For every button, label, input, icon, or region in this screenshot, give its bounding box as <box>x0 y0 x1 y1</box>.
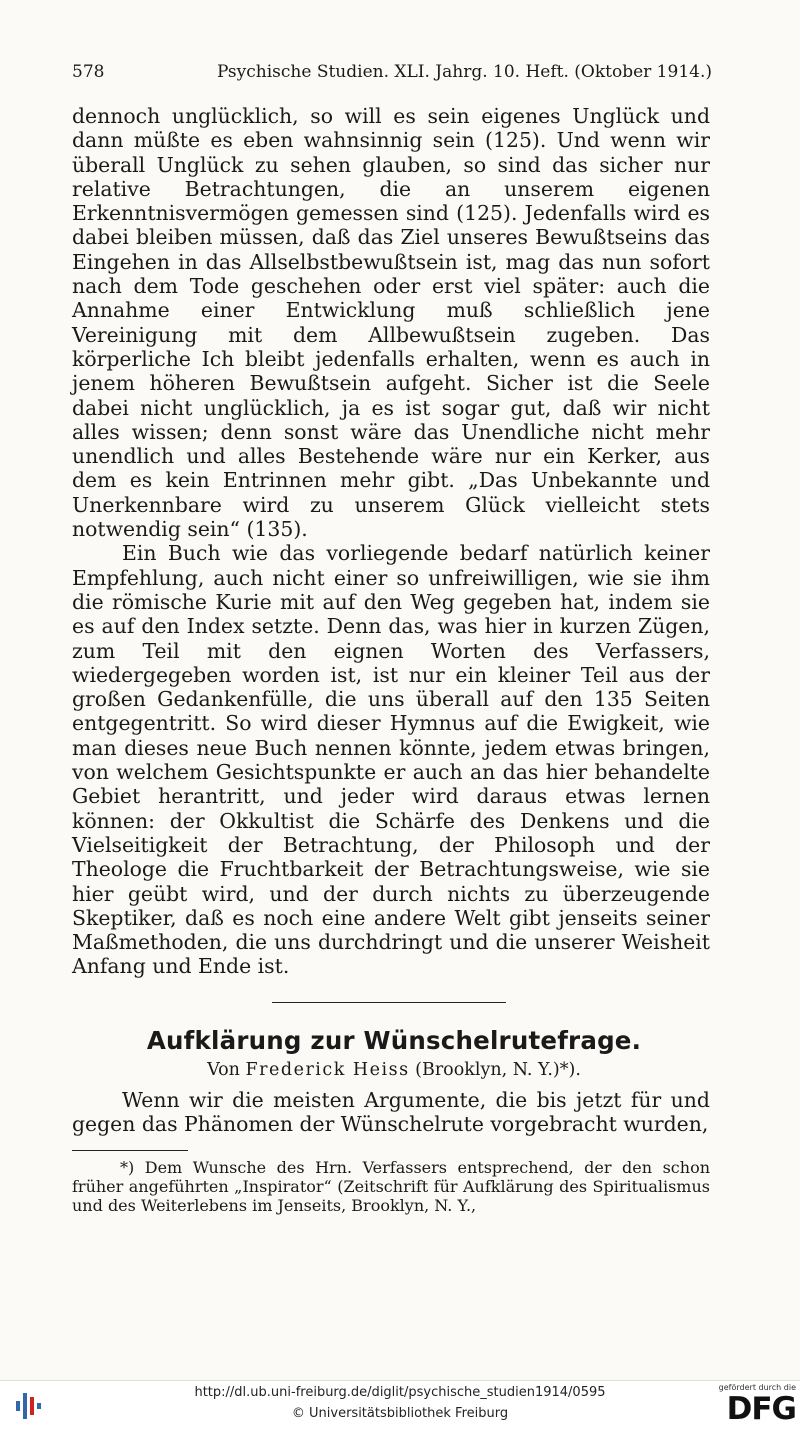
running-header <box>72 62 712 82</box>
dfg-wordmark: DFG <box>726 1391 796 1427</box>
author-affiliation: (Brooklyn, N. Y.)*). <box>415 1060 581 1080</box>
copyright-notice: © Universitätsbibliothek Freiburg <box>291 1406 509 1421</box>
article-body <box>72 1088 710 1137</box>
byline-prefix: Von <box>207 1060 240 1080</box>
paragraph-book-review: Ein Buch wie das vorliegende bedarf natürlich keiner Empfehlung, auch nicht einer so unfreiwilligen, wie sie ihm die römische Kurie mit auf den Weg gegeben hat, indem sie es auf den Index setzte. Denn das, was hier in kurzen Zügen, zum Teil mit den eignen Worten des Verfassers, wiedergegeben worden ist, ist nur ein kleiner Teil aus der großen Gedankenfülle, die uns überall auf den 135 Seiten entgegentritt. So wird dieser Hymnus auf die Ewigkeit, wie man dieses neue Buch nennen könnte, jedem etwas bringen, von welchem Gesichtspunkte er auch an das hier behandelte Gebiet herantritt, und jeder wird daraus etwas lernen können: der Okkultist die Schärfe des Denkens und die Vielseitigkeit der Betrachtung, der Philosoph und der Theologe die Fruchtbarkeit der Betrachtungsweise, wie sie hier geübt wird, und der durch nichts zu überzeugende Skeptiker, daß es noch eine andere Welt gibt jenseits seiner Maßmethoden, die uns durchdringt und die unserer Weisheit Anfang und Ende ist. <box>72 541 710 979</box>
running-title: Psychische Studien. XLI. Jahrg. 10. Heft. (Oktober 1914.) <box>216 62 712 82</box>
footnote <box>72 1158 710 1215</box>
footnote-rule <box>72 1150 188 1151</box>
article-byline <box>72 1060 716 1080</box>
permalink-url[interactable]: http://dl.ub.uni-freiburg.de/diglit/psychische_studien1914/0595 <box>194 1385 606 1400</box>
section-divider <box>272 1002 506 1003</box>
dfg-logo <box>700 1383 796 1427</box>
footnote-text: *) Dem Wunsche des Hrn. Verfassers entsprechend, der den schon früher angeführten „Inspirator“ (Zeitschrift für Aufklärung des Spiritualismus und des Weiterlebens im Jenseits, Brooklyn, N. Y., <box>72 1158 710 1215</box>
paragraph-continued: dennoch unglücklich, so will es sein eigenes Unglück und dann müßte es eben wahnsinnig sein (125). Und wenn wir überall Unglück zu sehen glauben, so sind das sicher nur relative Betrachtungen, die an unserem eigenen Erkenntnisvermögen gemessen sind (125). Jedenfalls wird es dabei bleiben müssen, daß das Ziel unseres Bewußtseins das Eingehen in das Allselbstbewußtsein ist, mag das nun sofort nach dem Tode geschehen oder erst viel später: auch die Annahme einer Entwicklung muß schließlich jene Vereinigung mit dem Allbewußtsein zugeben. Das körperliche Ich bleibt jedenfalls erhalten, wenn es auch in jenem höheren Bewußtsein aufgeht. Sicher ist die Seele dabei nicht unglücklich, ja es ist sogar gut, daß wir nicht alles wissen; denn sonst wäre das Unendliche nicht mehr unendlich und alles Bestehende wäre nur ein Kerker, aus dem es kein Entrinnen mehr gibt. „Das Unbekannte und Unerkennbare wird zu unserem Glück vielleicht stets notwendig sein“ (135). <box>72 104 710 542</box>
viewer-footer <box>0 1380 800 1429</box>
dfg-tagline: gefördert durch die <box>718 1383 796 1392</box>
author-name: Frederick Heiss <box>245 1060 410 1080</box>
page-number: 578 <box>72 62 105 82</box>
article-first-paragraph: Wenn wir die meisten Argumente, die bis jetzt für und gegen das Phänomen der Wünschelrute vorgebracht wurden, <box>72 1088 710 1137</box>
body-continuation <box>72 104 710 979</box>
article-title: Aufklärung zur Wünschelrutefrage. <box>146 1026 642 1055</box>
